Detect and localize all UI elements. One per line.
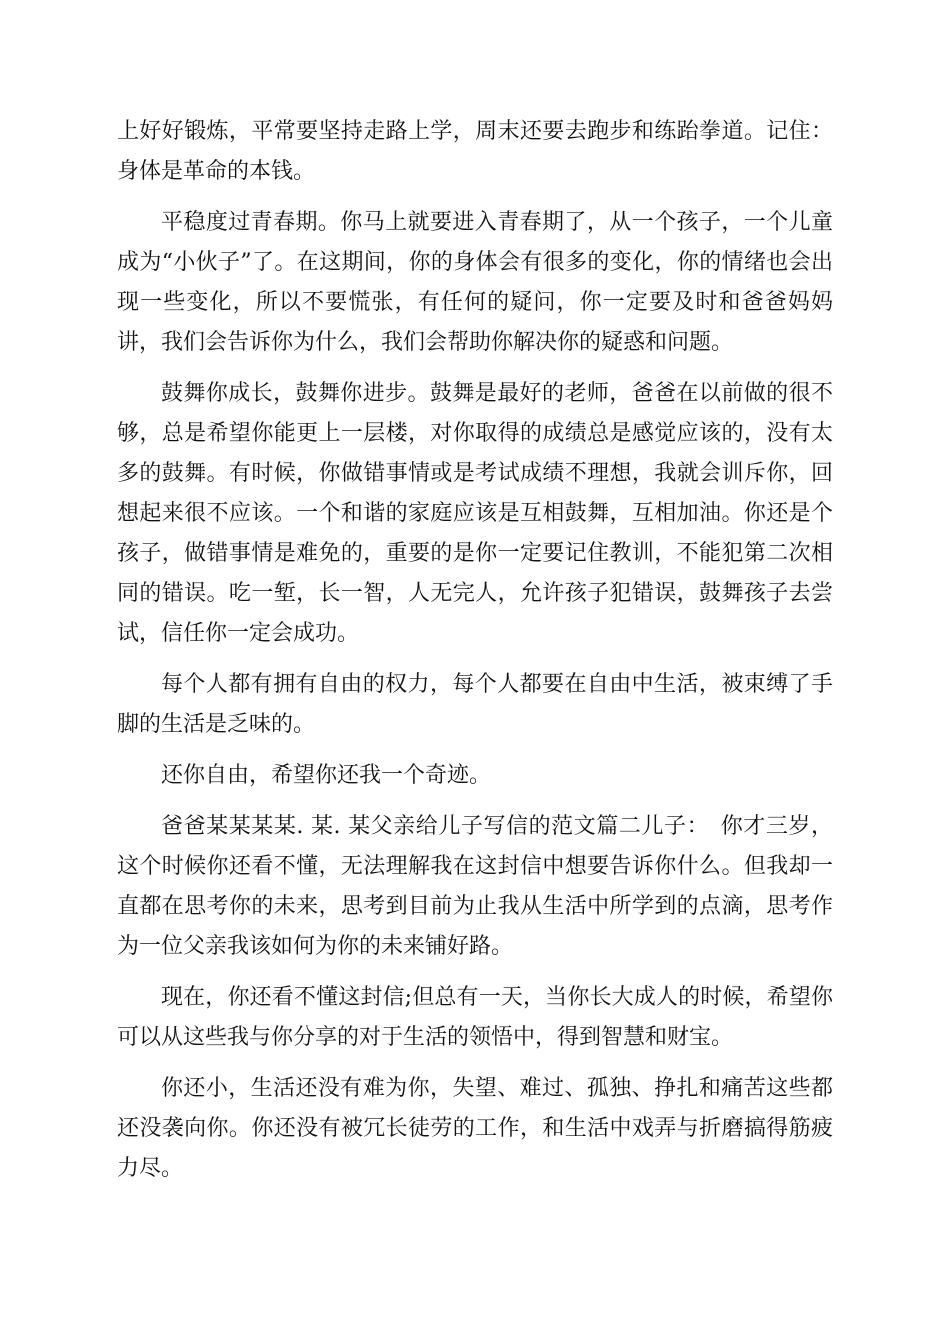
document-body — [117, 112, 833, 1200]
paragraph-continuation: 上好好锻炼，平常要坚持走路上学，周末还要去跑步和练跆拳道。记住：身体是革命的本钱。 — [117, 119, 833, 184]
paragraph-still-young: 你还小，生活还没有难为你，失望、难过、孤独、挣扎和痛苦这些都还没袭向你。你还没有被冗长徒劳的工作，和生活中戏弄与折磨搞得筋疲力尽。 — [117, 1076, 833, 1181]
paragraph-letter-two-intro: 爸爸某某某某. 某. 某父亲给儿子写信的范文篇二儿子： 你才三岁，这个时候你还看不懂，无法理解我在这封信中想要告诉你什么。但我却一直都在思考你的未来，思考到目前为止我从生活中所学到的点滴，思考作为一位父亲我该如何为你的未来铺好路。 — [117, 814, 833, 959]
paragraph-encouragement: 鼓舞你成长，鼓舞你进步。鼓舞是最好的老师，爸爸在以前做的很不够，总是希望你能更上一层楼，对你取得的成绩总是感觉应该的，没有太多的鼓舞。有时候，你做错事情或是考试成绩不理想，我就会训斥你，回想起来很不应该。一个和谐的家庭应该是互相鼓舞，互相加油。你还是个孩子，做错事情是难免的，重要的是你一定要记住教训，不能犯第二次相同的错误。吃一堑，长一智，人无完人，允许孩子犯错误，鼓舞孩子去尝试，信任你一定会成功。 — [117, 381, 833, 646]
paragraph-freedom: 每个人都有拥有自由的权力，每个人都要在自由中生活，被束缚了手脚的生活是乏味的。 — [117, 672, 833, 737]
paragraph-future-understanding: 现在，你还看不懂这封信;但总有一天，当你长大成人的时候，希望你可以从这些我与你分享的对于生活的领悟中，得到智慧和财宝。 — [117, 985, 833, 1050]
paragraph-miracle: 还你自由，希望你还我一个奇迹。 — [161, 763, 492, 788]
paragraph-adolescence: 平稳度过青春期。你马上就要进入青春期了，从一个孩子，一个儿童成为“小伙子”了。在这期间，你的身体会有很多的变化，你的情绪也会出现一些变化，所以不要慌张，有任何的疑问，你一定要及时和爸爸妈妈讲，我们会告诉你为什么，我们会帮助你解决你的疑惑和问题。 — [117, 210, 833, 355]
